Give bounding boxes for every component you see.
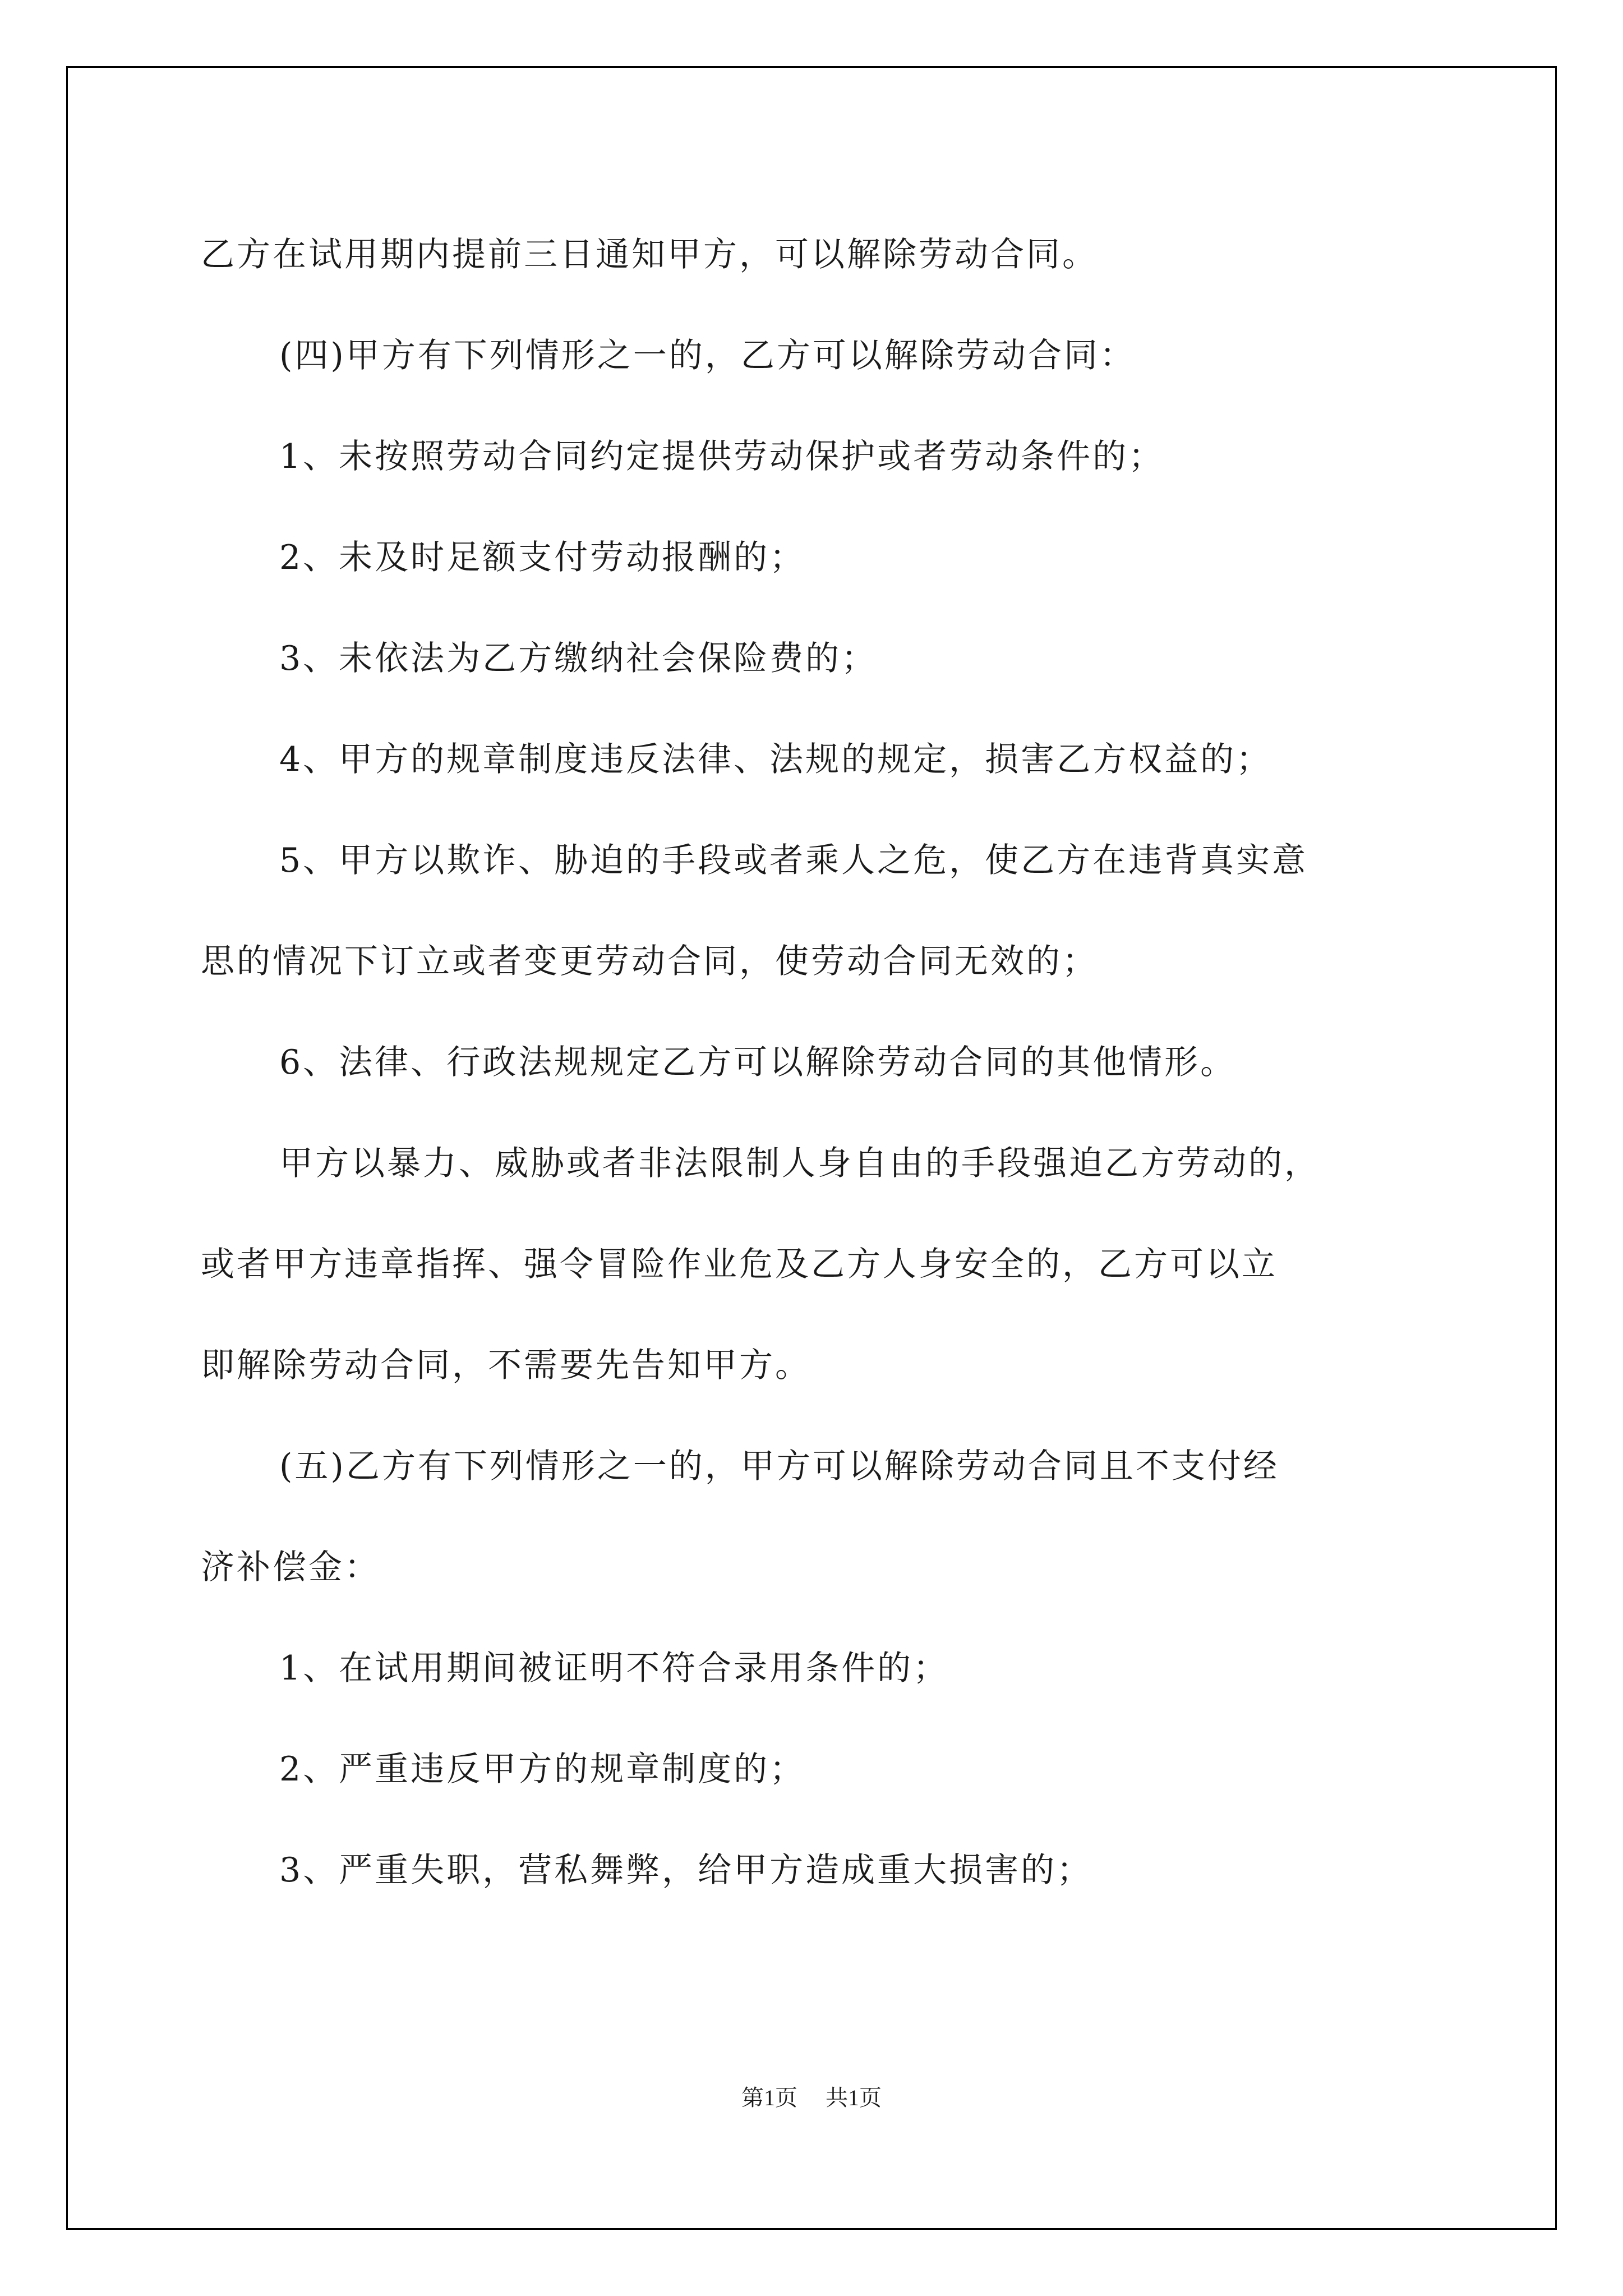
text-line: (五)乙方有下列情形之一的，甲方可以解除劳动合同且不支付经: [279, 1447, 1279, 1486]
text-line: 思的情况下订立或者变更劳动合同，使劳动合同无效的；: [201, 942, 1098, 981]
text-line: 3、严重失职，营私舞弊，给甲方造成重大损害的；: [279, 1851, 1093, 1890]
text-line: 5、甲方以欺诈、胁迫的手段或者乘人之危，使乙方在违背真实意: [279, 841, 1308, 880]
text-line: 甲方以暴力、威胁或者非法限制人身自由的手段强迫乙方劳动的，: [279, 1144, 1320, 1183]
text-line: 或者甲方违章指挥、强令冒险作业危及乙方人身安全的，乙方可以立: [201, 1245, 1278, 1284]
text-line: 乙方在试用期内提前三日通知甲方，可以解除劳动合同。: [201, 235, 1098, 274]
text-line: 2、未及时足额支付劳动报酬的；: [279, 538, 806, 577]
text-line: 即解除劳动合同，不需要先告知甲方。: [201, 1346, 811, 1385]
text-line: 4、甲方的规章制度违反法律、法规的规定，损害乙方权益的；: [279, 740, 1272, 779]
page-footer: [0, 2084, 1623, 2112]
page-total: 共1页: [826, 2085, 882, 2110]
text-line: 济补偿金：: [201, 1548, 380, 1587]
text-line: 3、未依法为乙方缴纳社会保险费的；: [279, 639, 878, 678]
text-line: 2、严重违反甲方的规章制度的；: [279, 1750, 806, 1789]
text-line: 1、未按照劳动合同约定提供劳动保护或者劳动条件的；: [279, 437, 1165, 476]
text-line: (四)甲方有下列情形之一的，乙方可以解除劳动合同：: [279, 336, 1136, 375]
text-line: 6、法律、行政法规规定乙方可以解除劳动合同的其他情形。: [279, 1043, 1237, 1082]
page-number: 第1页: [741, 2085, 797, 2110]
document-body: [201, 204, 1446, 1921]
text-line: 1、在试用期间被证明不符合录用条件的；: [279, 1649, 949, 1688]
